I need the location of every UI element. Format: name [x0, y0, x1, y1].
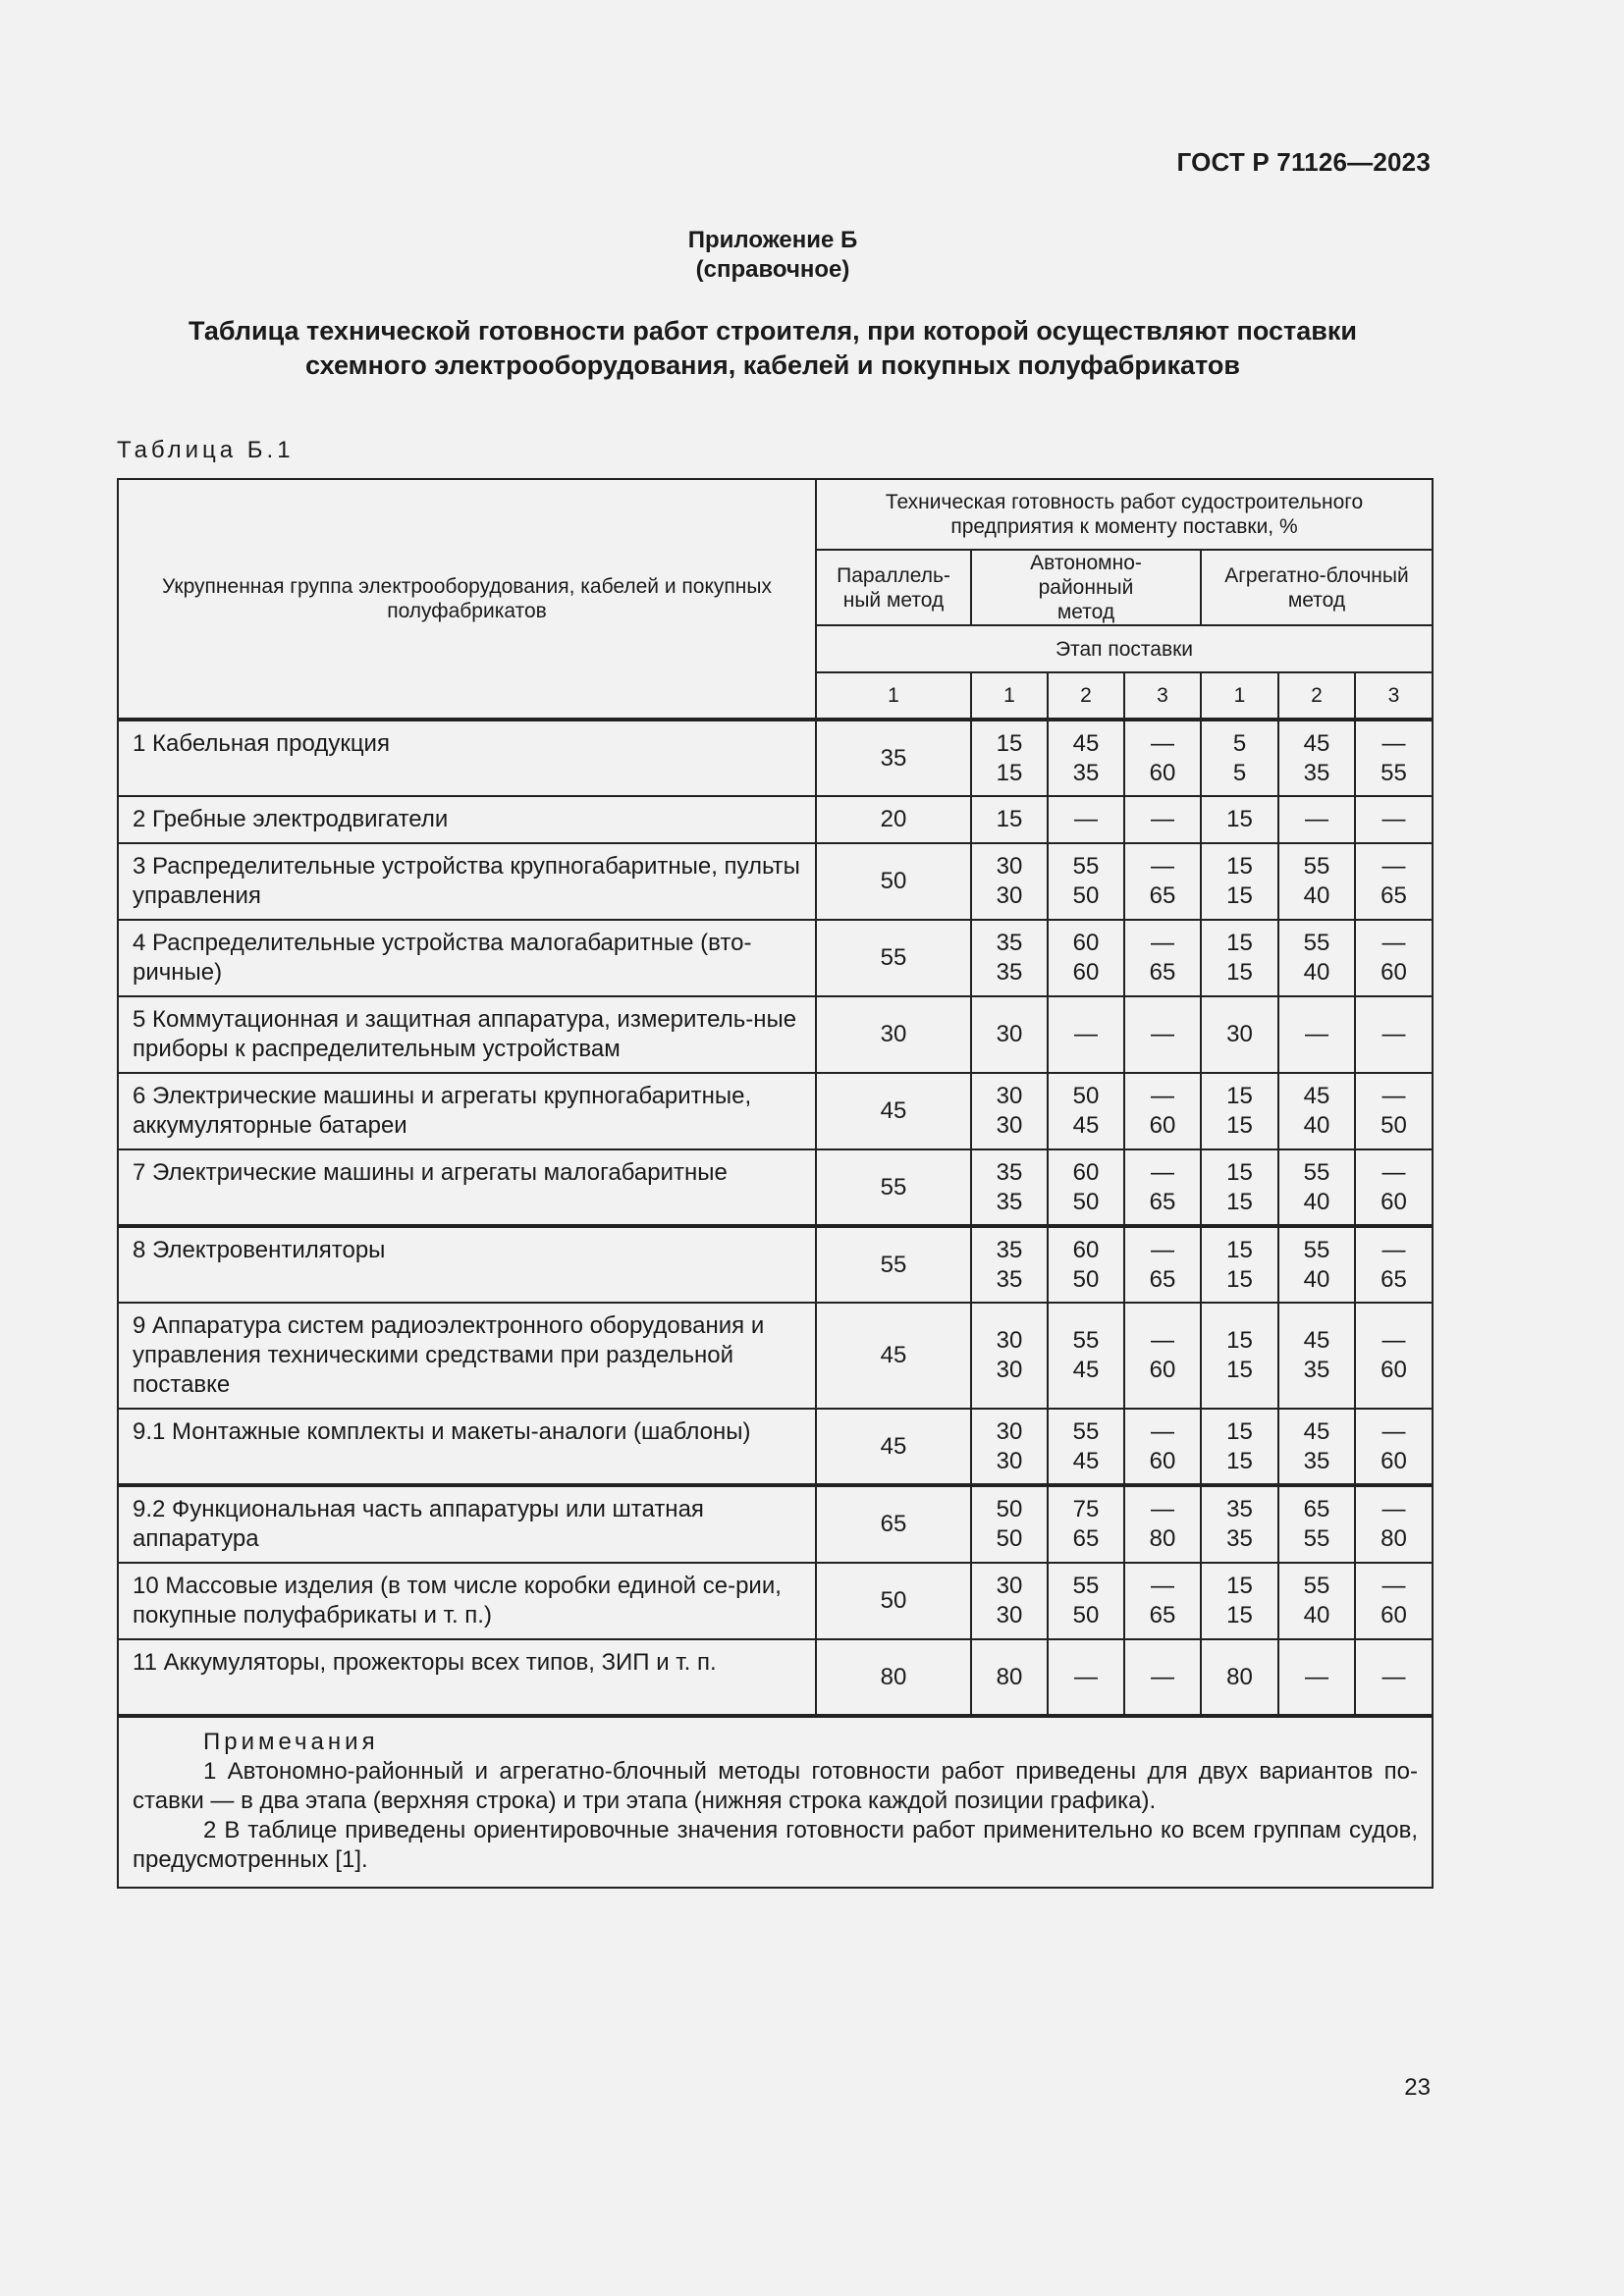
row-value: — — [1048, 1639, 1124, 1716]
row-value: 15 15 — [1201, 920, 1278, 996]
row-value: — — [1355, 796, 1433, 843]
row-value: — 60 — [1355, 1563, 1433, 1639]
row-group-name: 1 Кабельная продукция — [118, 720, 816, 796]
row-value: — 65 — [1124, 1226, 1201, 1303]
row-value: 5 5 — [1201, 720, 1278, 796]
stage-autonomous-2: 2 — [1048, 672, 1124, 720]
row-value: — — [1124, 1639, 1201, 1716]
row-value: — — [1355, 1639, 1433, 1716]
document-title: Таблица технической готовности работ строителя, при которой осуществляют поставки схемного электрооборудования, кабелей и покупных полуфабрикатов — [189, 316, 1357, 380]
row-group-name: 9.2 Функциональная часть аппаратуры или штатная аппаратура — [118, 1485, 816, 1563]
row-value: 60 50 — [1048, 1226, 1124, 1303]
row-value: 35 35 — [1201, 1485, 1278, 1563]
appendix-heading — [0, 226, 1545, 285]
row-value: — 65 — [1124, 1149, 1201, 1226]
row-group-name: 8 Электровентиляторы — [118, 1226, 816, 1303]
row-group-name: 3 Распределительные устройства крупногабаритные, пульты управления — [118, 843, 816, 920]
row-value: 35 35 — [971, 920, 1048, 996]
row-value: 50 45 — [1048, 1073, 1124, 1149]
row-value: 35 — [816, 720, 971, 796]
row-value: 30 30 — [971, 1409, 1048, 1485]
row-value: 30 30 — [971, 1303, 1048, 1409]
row-value: 55 50 — [1048, 843, 1124, 920]
row-value: 30 30 — [971, 1073, 1048, 1149]
row-value: 60 50 — [1048, 1149, 1124, 1226]
page-number: 23 — [1404, 2074, 1431, 2101]
row-group-name: 11 Аккумуляторы, прожекторы всех типов, ЗИП и т. п. — [118, 1639, 816, 1716]
table-row — [118, 843, 1433, 920]
row-value: 45 40 — [1278, 1073, 1355, 1149]
row-value: 50 — [816, 1563, 971, 1639]
header-aggregate-method: Агрегатно-блочный метод — [1201, 550, 1433, 625]
header-stage: Этап поставки — [816, 625, 1433, 672]
row-value: 35 35 — [971, 1226, 1048, 1303]
row-value: 50 — [816, 843, 971, 920]
table-row — [118, 1149, 1433, 1226]
row-value: 80 — [1201, 1639, 1278, 1716]
row-value: — 60 — [1124, 1409, 1201, 1485]
header-readiness: Техническая готовность работ судостроительного предприятия к моменту поставки, % — [816, 479, 1433, 550]
stage-autonomous-3: 3 — [1124, 672, 1201, 720]
row-value: 45 — [816, 1303, 971, 1409]
row-value: — — [1048, 996, 1124, 1073]
row-value: 15 — [1201, 796, 1278, 843]
stage-aggregate-2: 2 — [1278, 672, 1355, 720]
row-group-name: 9.1 Монтажные комплекты и макеты-аналоги (шаблоны) — [118, 1409, 816, 1485]
table-row — [118, 920, 1433, 996]
stage-aggregate-1: 1 — [1201, 672, 1278, 720]
row-value: — — [1278, 796, 1355, 843]
row-value: — 60 — [1355, 920, 1433, 996]
row-group-name: 2 Гребные электродвигатели — [118, 796, 816, 843]
row-value: 55 — [816, 920, 971, 996]
note-2: 2 В таблице приведены ориентировочные значения готовности работ применительно ко всем группам судов, предусмотренных [1]. — [133, 1817, 1418, 1873]
row-value: 50 50 — [971, 1485, 1048, 1563]
row-value: 15 15 — [971, 720, 1048, 796]
row-value: — — [1048, 796, 1124, 843]
row-value: 45 — [816, 1073, 971, 1149]
row-value: — 60 — [1124, 1303, 1201, 1409]
table-row — [118, 1409, 1433, 1485]
row-value: — 50 — [1355, 1073, 1433, 1149]
row-value: 55 — [816, 1149, 971, 1226]
row-value: 15 — [971, 796, 1048, 843]
row-value: 55 45 — [1048, 1409, 1124, 1485]
row-value: — 65 — [1124, 1563, 1201, 1639]
row-group-name: 10 Массовые изделия (в том числе коробки единой се-рии, покупные полуфабрикаты и т. п.) — [118, 1563, 816, 1639]
row-value: 35 35 — [971, 1149, 1048, 1226]
table-row — [118, 720, 1433, 796]
table-row — [118, 1073, 1433, 1149]
row-value: 45 35 — [1278, 1303, 1355, 1409]
row-value: 60 60 — [1048, 920, 1124, 996]
row-value: — 65 — [1355, 843, 1433, 920]
appendix-title: Приложение Б — [687, 227, 858, 253]
row-value: 55 50 — [1048, 1563, 1124, 1639]
row-value: — — [1278, 996, 1355, 1073]
row-value: 30 30 — [971, 843, 1048, 920]
table-row — [118, 1485, 1433, 1563]
row-value: 75 65 — [1048, 1485, 1124, 1563]
row-value: — 80 — [1355, 1485, 1433, 1563]
note-1: 1 Автономно-районный и агрегатно-блочный методы готовности работ приведены для двух вариантов по-ставки — в два этапа (верхняя строка) и три этапа (нижняя строка каждой позиции графика). — [133, 1758, 1418, 1814]
table-row — [118, 1303, 1433, 1409]
row-value: 80 — [816, 1639, 971, 1716]
row-value: — — [1278, 1639, 1355, 1716]
row-value: 15 15 — [1201, 1226, 1278, 1303]
header-parallel-method: Параллель-ный метод — [816, 550, 971, 625]
row-group-name: 9 Аппаратура систем радиоэлектронного оборудования и управления техническими средствами при раздельной поставке — [118, 1303, 816, 1409]
row-value: 55 40 — [1278, 920, 1355, 996]
row-value: 55 40 — [1278, 1149, 1355, 1226]
row-value: 30 — [816, 996, 971, 1073]
row-value: 45 35 — [1048, 720, 1124, 796]
row-value: 30 30 — [971, 1563, 1048, 1639]
row-value: 30 — [1201, 996, 1278, 1073]
table-row — [118, 796, 1433, 843]
table-notes — [118, 1716, 1433, 1888]
row-value: — 65 — [1124, 920, 1201, 996]
stage-autonomous-1: 1 — [971, 672, 1048, 720]
row-value: 45 35 — [1278, 720, 1355, 796]
table-row — [118, 1226, 1433, 1303]
row-value: 55 45 — [1048, 1303, 1124, 1409]
header-group: Укрупненная группа электрооборудования, кабелей и покупных полуфабрикатов — [118, 479, 816, 720]
row-group-name: 4 Распределительные устройства малогабаритные (вто-ричные) — [118, 920, 816, 996]
row-value: 15 15 — [1201, 1303, 1278, 1409]
row-value: 15 15 — [1201, 843, 1278, 920]
row-value: 80 — [971, 1639, 1048, 1716]
table-label: Таблица Б.1 — [117, 437, 295, 463]
header-autonomous-method: Автономно-районный метод — [971, 550, 1201, 625]
table-row — [118, 1563, 1433, 1639]
row-value: 15 15 — [1201, 1149, 1278, 1226]
row-value: 20 — [816, 796, 971, 843]
row-value: 45 — [816, 1409, 971, 1485]
appendix-subtitle: (справочное) — [695, 256, 850, 283]
row-value: 55 40 — [1278, 843, 1355, 920]
row-value: — — [1124, 996, 1201, 1073]
row-value: 15 15 — [1201, 1563, 1278, 1639]
row-value: 15 15 — [1201, 1409, 1278, 1485]
row-value: — 55 — [1355, 720, 1433, 796]
notes-heading: Примечания — [203, 1729, 379, 1755]
stage-parallel-1: 1 — [816, 672, 971, 720]
row-value: — — [1124, 796, 1201, 843]
row-group-name: 7 Электрические машины и агрегаты малогабаритные — [118, 1149, 816, 1226]
row-value: 65 — [816, 1485, 971, 1563]
row-value: — 60 — [1355, 1409, 1433, 1485]
standard-code: ГОСТ Р 71126—2023 — [1176, 147, 1431, 177]
row-value: — 80 — [1124, 1485, 1201, 1563]
readiness-table — [117, 478, 1434, 1889]
row-value: 45 35 — [1278, 1409, 1355, 1485]
row-value: — 60 — [1355, 1303, 1433, 1409]
row-value: — 65 — [1355, 1226, 1433, 1303]
stage-aggregate-3: 3 — [1355, 672, 1433, 720]
row-group-name: 5 Коммутационная и защитная аппаратура, измеритель-ные приборы к распределительным устройствам — [118, 996, 816, 1073]
row-value: — 60 — [1124, 720, 1201, 796]
row-value: 55 — [816, 1226, 971, 1303]
row-value: 65 55 — [1278, 1485, 1355, 1563]
row-value: 30 — [971, 996, 1048, 1073]
row-value: 55 40 — [1278, 1563, 1355, 1639]
table-row — [118, 1639, 1433, 1716]
row-value: — — [1355, 996, 1433, 1073]
row-value: — 60 — [1355, 1149, 1433, 1226]
table-row — [118, 996, 1433, 1073]
row-value: — 65 — [1124, 843, 1201, 920]
row-value: 15 15 — [1201, 1073, 1278, 1149]
row-group-name: 6 Электрические машины и агрегаты крупногабаритные, аккумуляторные батареи — [118, 1073, 816, 1149]
row-value: — 60 — [1124, 1073, 1201, 1149]
row-value: 55 40 — [1278, 1226, 1355, 1303]
